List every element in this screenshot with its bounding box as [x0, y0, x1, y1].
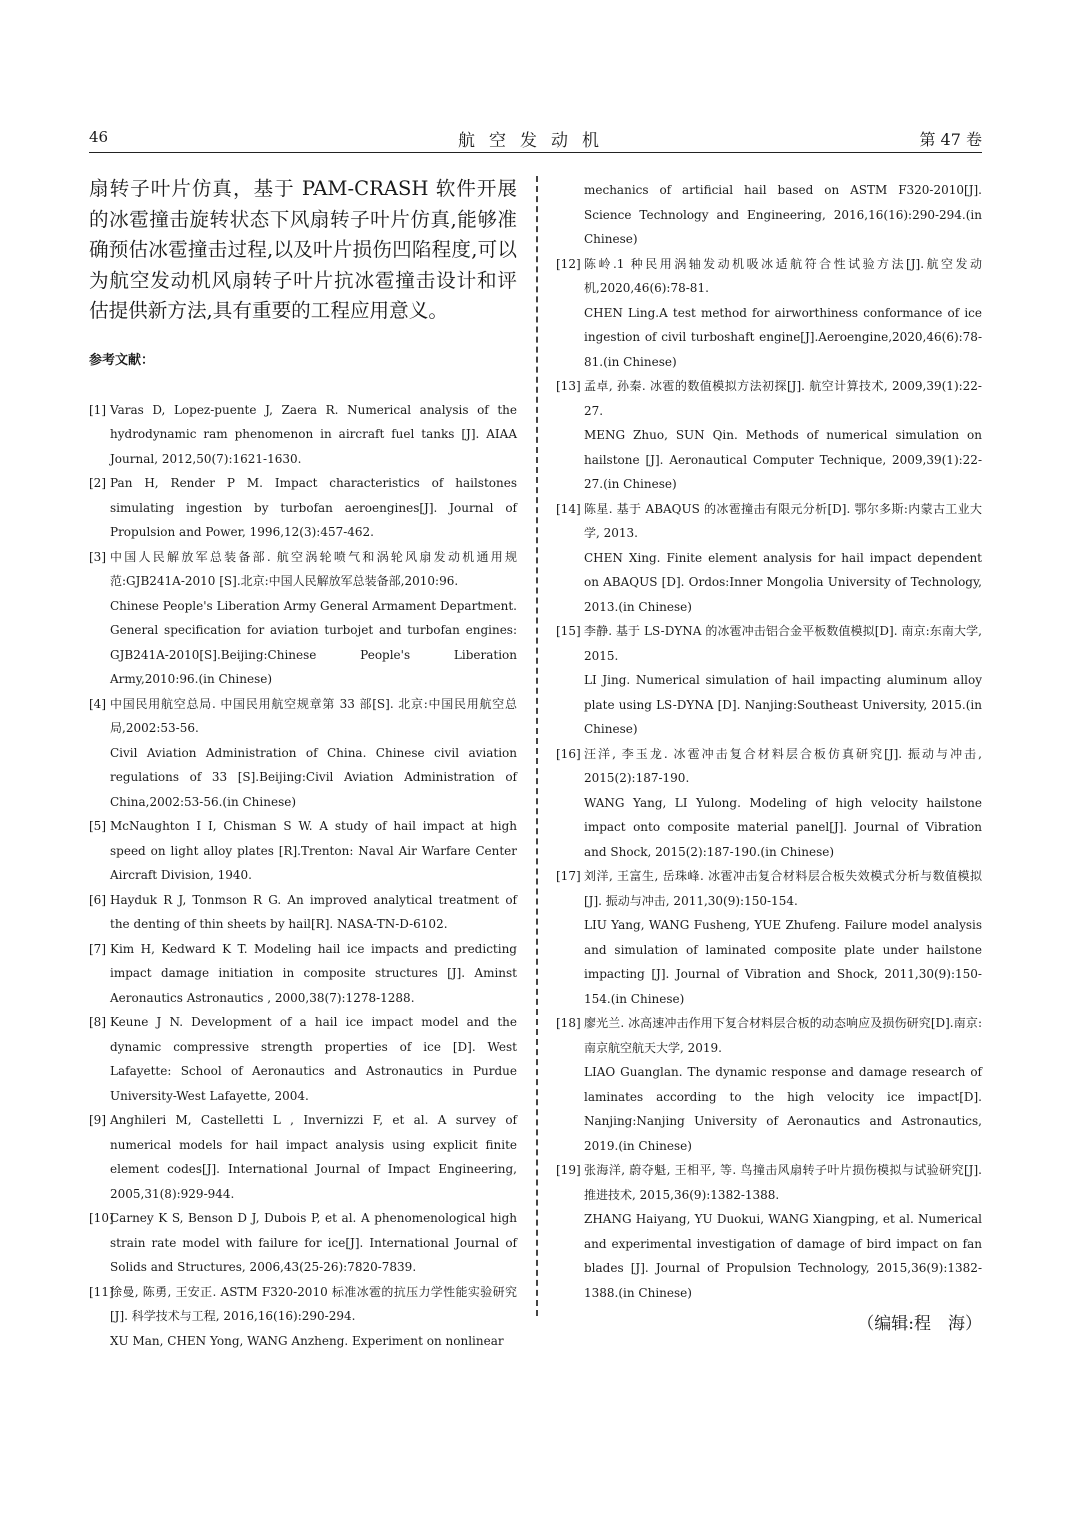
reference-item [556, 252, 982, 375]
reference-line: 中国民用航空总局. 中国民用航空规章第 33 部[S]. 北京:中国民用航空总局,2002:53-56. [110, 696, 517, 735]
reference-item [89, 1108, 517, 1206]
reference-line: 李静. 基于 LS-DYNA 的冰雹冲击铝合金平板数值模拟[D]. 南京:东南大学, 2015. [584, 624, 982, 663]
reference-line: LIU Yang, WANG Fusheng, YUE Zhufeng. Failure model analysis and simulation of laminated composite plate under hailstone impacting [J]. Journal of Vibration and Shock, 2011,30(9):150-154.(in Chinese) [584, 918, 982, 1006]
reference-item [556, 1011, 982, 1158]
references-heading: 参考文献： [89, 352, 155, 368]
column-divider [536, 176, 538, 1316]
reference-line: 中国人民解放军总装备部. 航空涡轮喷气和涡轮风扇发动机通用规范:GJB241A-2010 [S].北京:中国人民解放军总装备部,2010:96. [110, 549, 517, 588]
reference-item [89, 545, 517, 692]
reference-item [89, 814, 517, 888]
reference-line: CHEN Ling.A test method for airworthiness conformance of ice ingestion of civil turboshaft engine[J].Aeroengine,2020,46(6):78-81.(in Chinese) [584, 305, 982, 369]
reference-number: [2] [89, 476, 106, 490]
reference-number: [13] [556, 379, 581, 393]
reference-number: [14] [556, 501, 581, 516]
volume-label: 第 47 卷 [919, 130, 982, 149]
reference-line: mechanics of artificial hail based on ASTM F320-2010[J]. Science Technology and Engineering, 2016,16(16):290-294.(in Chinese) [584, 183, 982, 246]
reference-line: 廖光兰. 冰高速冲击作用下复合材料层合板的动态响应及损伤研究[D].南京:南京航空航天大学, 2019. [584, 1016, 982, 1055]
reference-number: [6] [89, 892, 106, 907]
reference-line: MENG Zhuo, SUN Qin. Methods of numerical simulation on hailstone [J]. Aeronautical Computer Technique, 2009,39(1):22-27.(in Chinese) [584, 428, 982, 491]
reference-line: 陈星. 基于 ABAQUS 的冰雹撞击有限元分析[D]. 鄂尔多斯:内蒙古工业大学, 2013. [584, 501, 982, 540]
reference-line: Kim H, Kedward K T. Modeling hail ice impacts and predicting impact damage initiation in composite structures [J]. Aminst Aeronautics Astronautics , 2000,38(7):1278-1288. [110, 941, 517, 1005]
reference-item [89, 692, 517, 815]
reference-number: [9] [89, 1113, 106, 1127]
reference-number: [5] [89, 819, 106, 833]
reference-number: [18] [556, 1016, 581, 1030]
left-column [89, 174, 517, 1353]
conclusion-paragraph: 扇转子叶片仿真，基于 PAM-CRASH 软件开展的冰雹撞击旋转状态下风扇转子叶片仿真,能够准确预估冰雹撞击过程,以及叶片损伤凹陷程度,可以为航空发动机风扇转子叶片抗冰雹撞击设计和评估提供新方法,具有重要的工程应用意义。 [89, 177, 517, 322]
reference-line: 孟卓, 孙秦. 冰雹的数值模拟方法初探[J]. 航空计算技术, 2009,39(1):22-27. [584, 379, 982, 418]
reference-line: Hayduk R J, Tonmson R G. An improved analytical treatment of the denting of thin sheets by hail[R]. NASA-TN-D-6102. [110, 892, 517, 931]
reference-number: [12] [556, 256, 581, 271]
reference-item [89, 937, 517, 1011]
reference-line: Anghileri M, Castelletti L , Invernizzi F, et al. A survey of numerical models for hail impact analysis using explicit finite element codes[J]. International Journal of Impact Engineering, 2005,31(8):929-944. [110, 1113, 517, 1201]
reference-line: 徐曼, 陈勇, 王安正. ASTM F320-2010 标准冰雹的抗压力学性能实验研究[J]. 科学技术与工程, 2016,16(16):290-294. [110, 1284, 517, 1323]
reference-number: [8] [89, 1015, 106, 1029]
journal-title: 航空发动机 [458, 131, 613, 151]
reference-item [556, 374, 982, 497]
reference-number: [10] [89, 1211, 114, 1225]
reference-number: [17] [556, 869, 581, 883]
reference-continuation [556, 178, 982, 252]
reference-item [89, 1206, 517, 1280]
reference-line: ZHANG Haiyang, YU Duokui, WANG Xiangping, et al. Numerical and experimental investigation of damage of bird impact on fan blades [J]. Journal of Propulsion Technology, 2015,36(9):1382-1388.(in Chinese) [584, 1212, 982, 1300]
reference-line: Keune J N. Development of a hail ice impact model and the dynamic compressive strength properties of ice [D]. West Lafayette: School of Aeronautics and Astronautics in Purdue University-West Lafayette, 2004. [110, 1015, 517, 1103]
reference-line: Varas D, Lopez-puente J, Zaera R. Numerical analysis of the hydrodynamic ram phenomenon in aircraft fuel tanks [J]. AIAA Journal, 2012,50(7):1621-1630. [110, 402, 517, 466]
reference-item [89, 1010, 517, 1108]
reference-line: XU Man, CHEN Yong, WANG Anzheng. Experiment on nonlinear [110, 1333, 504, 1348]
references-list-right [556, 252, 982, 1306]
reference-line: 汪洋, 李玉龙. 冰雹冲击复合材料层合板仿真研究[J]. 振动与冲击, 2015(2):187-190. [584, 746, 982, 785]
reference-number: [7] [89, 941, 106, 956]
reference-item [556, 742, 982, 865]
reference-number: [11] [89, 1284, 114, 1299]
reference-line: 刘洋, 王富生, 岳珠峰. 冰雹冲击复合材料层合板失效模式分析与数值模拟[J]. 振动与冲击, 2011,30(9):150-154. [584, 869, 982, 908]
reference-item [89, 398, 517, 472]
reference-number: [16] [556, 746, 581, 761]
reference-line: 张海洋, 蔚夺魁, 王相平, 等. 鸟撞击风扇转子叶片损伤模拟与试验研究[J]. 推进技术, 2015,36(9):1382-1388. [584, 1163, 982, 1202]
reference-item [556, 1158, 982, 1305]
reference-line: LI Jing. Numerical simulation of hail impacting aluminum alloy plate using LS-DYNA [D]. Nanjing:Southeast University, 2015.(in Chinese) [584, 673, 982, 736]
right-column [556, 178, 982, 1337]
reference-item [556, 497, 982, 620]
reference-line: Chinese People's Liberation Army General Armament Department. General specification for aviation turbojet and turbofan engines: GJB241A-2010[S].Beijing:Chinese People's Liberation Army,2010:96.(in Chinese) [110, 598, 517, 686]
reference-line: Carney K S, Benson D J, Dubois P, et al. A phenomenological high strain rate model with failure for ice[J]. International Journal of Solids and Structures, 2006,43(25-26):7820-7839. [110, 1211, 517, 1274]
reference-line: CHEN Xing. Finite element analysis for hail impact dependent on ABAQUS [D]. Ordos:Inner Mongolia University of Technology, 2013.(in Chinese) [584, 550, 982, 614]
reference-line: WANG Yang, LI Yulong. Modeling of high velocity hailstone impact onto composite material panel[J]. Journal of Vibration and Shock, 2015(2):187-190.(in Chinese) [584, 795, 982, 859]
reference-item [89, 888, 517, 937]
reference-item [89, 471, 517, 545]
reference-number: [1] [89, 402, 106, 417]
reference-item [556, 864, 982, 1011]
reference-number: [3] [89, 549, 106, 564]
reference-line: Pan H, Render P M. Impact characteristics of hailstones simulating ingestion by turbofan aeroengines[J]. Journal of Propulsion and Power, 1996,12(3):457-462. [110, 476, 517, 539]
reference-number: [4] [89, 696, 106, 711]
reference-line: 陈岭.1 种民用涡轴发动机吸冰适航符合性试验方法[J].航空发动机,2020,46(6):78-81. [584, 256, 982, 295]
reference-line: McNaughton I I, Chisman S W. A study of hail impact at high speed on light alloy plates [R].Trenton: Naval Air Warfare Center Aircraft Division, 1940. [110, 819, 517, 882]
reference-number: [19] [556, 1163, 581, 1177]
editor-note: （编辑:程 海） [857, 1314, 982, 1334]
references-list-left [89, 398, 517, 1354]
page-number: 46 [89, 128, 109, 146]
reference-number: [15] [556, 624, 581, 638]
reference-item [556, 619, 982, 742]
reference-item [89, 1280, 517, 1354]
reference-line: Civil Aviation Administration of China. Chinese civil aviation regulations of 33 [S].Beijing:Civil Aviation Administration of China,2002:53-56.(in Chinese) [110, 745, 517, 809]
reference-line: LIAO Guanglan. The dynamic response and damage research of laminates according to the high velocity ice impact[D]. Nanjing:Nanjing University of Aeronautics and Astronautics, 2019.(in Chinese) [584, 1065, 982, 1153]
page-header [89, 124, 982, 153]
